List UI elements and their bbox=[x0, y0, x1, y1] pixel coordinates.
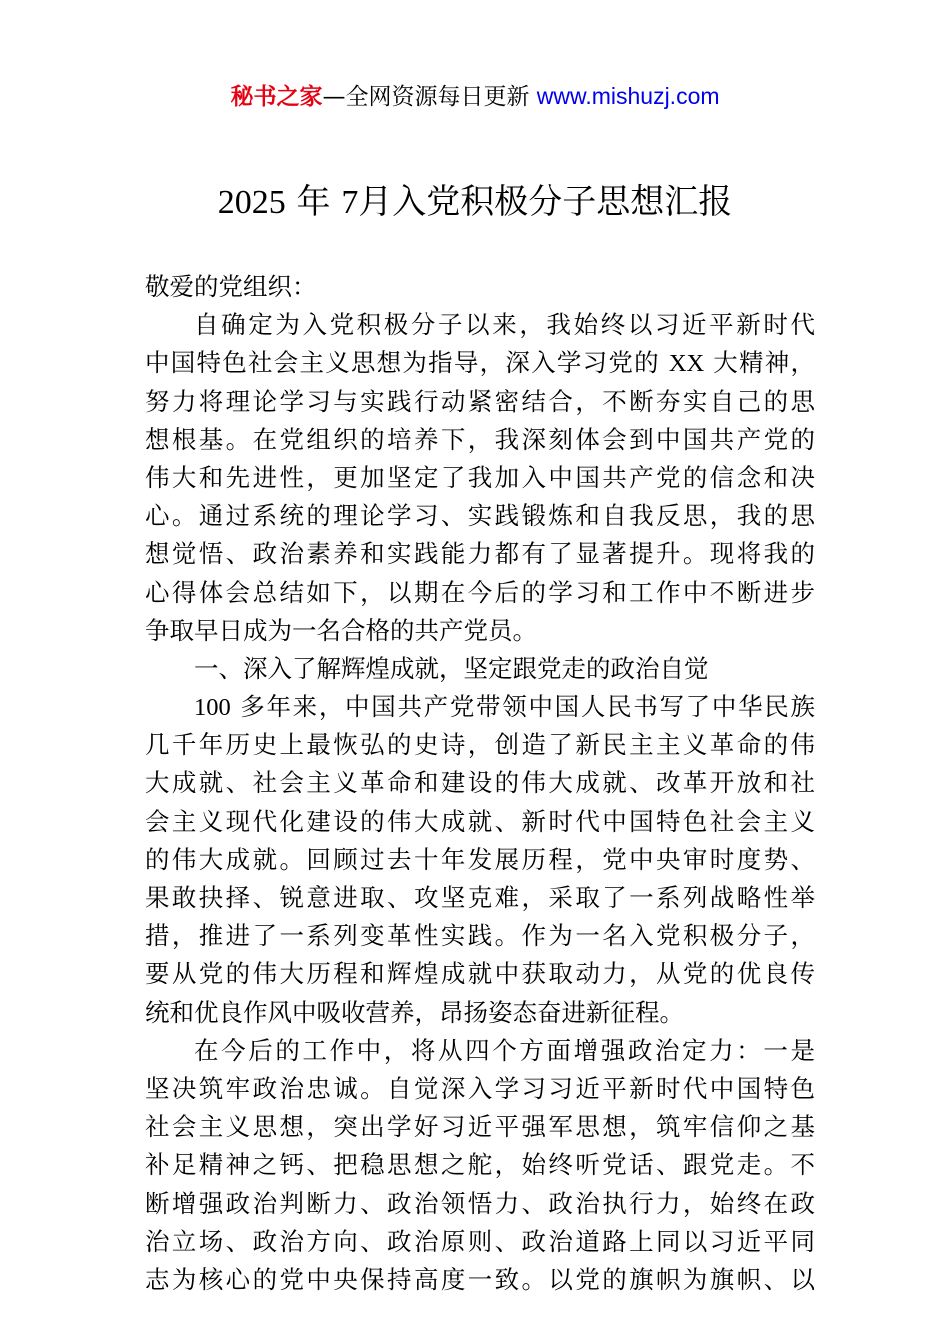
paragraph-line: 自确定为入党积极分子以来，我始终以习近平新时代 bbox=[194, 310, 815, 340]
paragraph-line: 心得体会总结如下，以期在今后的学习和工作中不断进步 bbox=[145, 577, 815, 607]
section-heading-1: 一、深入了解辉煌成就，坚定跟党走的政治自觉 bbox=[194, 653, 709, 683]
paragraph-line: 想根基。在党组织的培养下，我深刻体会到中国共产党的 bbox=[145, 424, 815, 454]
paragraph-line: 心。通过系统的理论学习、实践锻炼和自我反思，我的思 bbox=[145, 501, 815, 531]
paragraph-line: 社会主义思想，突出学好习近平强军思想，筑牢信仰之基 bbox=[145, 1112, 815, 1142]
paragraph-line: 几千年历史上最恢弘的史诗，创造了新民主主义革命的伟 bbox=[145, 730, 815, 760]
paragraph-line: 措，推进了一系列变革性实践。作为一名入党积极分子， bbox=[145, 921, 815, 951]
site-header bbox=[0, 80, 950, 113]
paragraph-line: 的伟大成就。回顾过去十年发展历程，党中央审时度势、 bbox=[145, 844, 815, 874]
paragraph-achievements bbox=[145, 688, 815, 1032]
title-month: 7 bbox=[341, 184, 359, 221]
title-year: 2025 bbox=[217, 184, 286, 221]
paragraph-line: 大成就、社会主义革命和建设的伟大成就、改革开放和社 bbox=[145, 768, 815, 798]
paragraph-intro bbox=[145, 306, 815, 650]
paragraph-line: 会主义现代化建设的伟大成就、新时代中国特色社会主义 bbox=[145, 806, 815, 836]
number-100: 100 bbox=[194, 694, 231, 722]
title-text-2: 月入党积极分子思想汇报 bbox=[358, 182, 733, 222]
site-url-link[interactable]: www.mishuzj.com bbox=[536, 83, 720, 109]
paragraph-line: 伟大和先进性，更加坚定了我加入中国共产党的信念和决 bbox=[145, 462, 815, 492]
site-brand: 秘书之家 bbox=[230, 84, 323, 110]
paragraph-line: 想觉悟、政治素养和实践能力都有了显著提升。现将我的 bbox=[145, 539, 815, 569]
document-title bbox=[0, 180, 950, 225]
paragraph-line: 努力将理论学习与实践行动紧密结合，不断夯实自己的思 bbox=[145, 386, 815, 416]
paragraph-line: 争取早日成为一名合格的共产党员。 bbox=[145, 615, 537, 645]
placeholder-xx: XX bbox=[668, 350, 705, 378]
title-text-1: 年 bbox=[296, 182, 331, 222]
paragraph-line: 治立场、政治方向、政治原则、政治道路上同以习近平同 bbox=[145, 1226, 815, 1256]
paragraph-political-resolve bbox=[145, 1032, 815, 1299]
paragraph-line: 中国特色社会主义思想为指导，深入学习党的 XX 大精神， bbox=[145, 348, 815, 378]
salutation: 敬爱的党组织： bbox=[145, 272, 317, 301]
paragraph-line: 果敢抉择、锐意进取、攻坚克难，采取了一系列战略性举 bbox=[145, 883, 815, 912]
paragraph-line: 100 多年来，中国共产党带领中国人民书写了中华民族 bbox=[194, 692, 815, 722]
paragraph-line: 断增强政治判断力、政治领悟力、政治执行力，始终在政 bbox=[145, 1188, 815, 1218]
document-body bbox=[145, 268, 815, 1299]
site-tagline: —全网资源每日更新 bbox=[322, 84, 530, 110]
paragraph-line: 补足精神之钙、把稳思想之舵，始终听党话、跟党走。不 bbox=[145, 1150, 815, 1180]
paragraph-line: 在今后的工作中，将从四个方面增强政治定力：一是 bbox=[194, 1035, 815, 1065]
paragraph-line: 志为核心的党中央保持高度一致。以党的旗帜为旗帜、以 bbox=[145, 1264, 815, 1294]
paragraph-line: 统和优良作风中吸收营养，昂扬姿态奋进新征程。 bbox=[145, 997, 684, 1027]
paragraph-line: 坚决筑牢政治忠诚。自觉深入学习习近平新时代中国特色 bbox=[145, 1073, 815, 1103]
paragraph-line: 要从党的伟大历程和辉煌成就中获取动力，从党的优良传 bbox=[145, 959, 815, 989]
